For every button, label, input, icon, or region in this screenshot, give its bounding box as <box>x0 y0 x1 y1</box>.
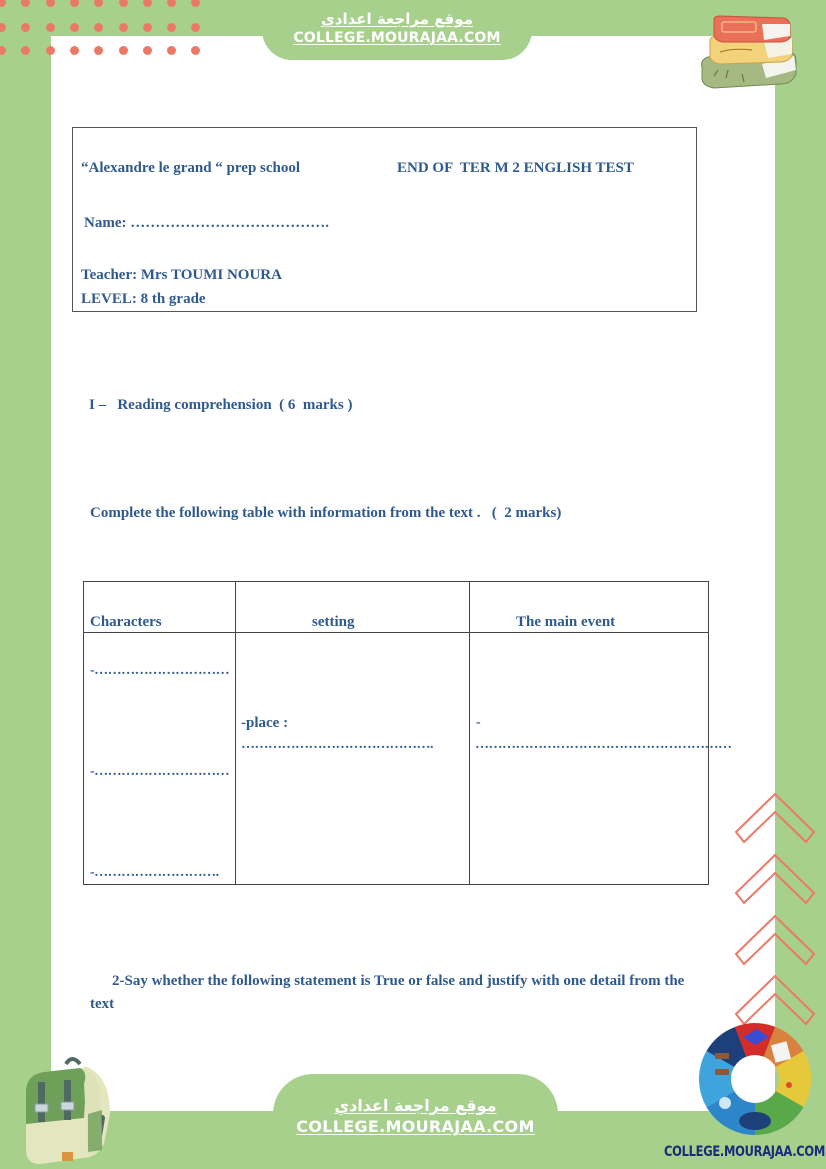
site-domain-link[interactable]: COLLEGE.MOURAJAA.COM <box>293 30 501 46</box>
main-event-answer-line[interactable]: ………………………………………………… <box>475 737 732 752</box>
question-text: 2-Say whether the following statement is True or false and justify with one detail from the text <box>90 973 685 1012</box>
backpack-icon <box>14 1054 114 1166</box>
site-badge-bottom[interactable] <box>273 1074 558 1169</box>
site-name-arabic: موقع مراجعة اعدادي <box>334 1096 497 1115</box>
setting-place-label: -place : <box>241 715 289 731</box>
question-true-false <box>90 970 700 1016</box>
site-badge-top[interactable] <box>262 0 532 60</box>
main-event-dash: - <box>476 715 481 730</box>
character-answer-line-3[interactable]: -………………………. <box>90 865 219 880</box>
section-heading-reading: I – Reading comprehension ( 6 marks ) <box>89 397 353 413</box>
test-header-box <box>72 127 697 312</box>
books-stack-icon <box>692 12 804 94</box>
student-name-field[interactable]: Name: …………………………………. <box>84 215 329 231</box>
school-name: “Alexandre le grand “ prep school <box>81 160 301 176</box>
column-header-setting: setting <box>236 582 470 633</box>
task-instruction: Complete the following table with information from the text . ( 2 marks) <box>90 505 562 521</box>
teacher-name: Teacher: Mrs TOUMI NOURA <box>81 267 282 283</box>
grade-level: LEVEL: 8 th grade <box>81 291 206 307</box>
character-answer-line-1[interactable]: -………………………… <box>90 663 230 678</box>
main-event-cell <box>470 633 732 885</box>
setting-cell <box>236 633 470 885</box>
story-elements-table <box>83 581 732 885</box>
column-header-main-event: The main event <box>470 582 709 633</box>
site-domain-link[interactable]: COLLEGE.MOURAJAA.COM <box>296 1117 535 1136</box>
table-row <box>84 633 709 885</box>
logo-caption: COLLEGE.MOURAJAA.COM <box>664 1142 826 1160</box>
table-header-row <box>84 582 709 633</box>
college-mourajaa-logo-icon[interactable] <box>694 1022 818 1142</box>
character-answer-line-2[interactable]: -………………………… <box>90 764 230 779</box>
decorative-chevrons-icon <box>734 792 818 1042</box>
characters-cell <box>84 633 236 885</box>
setting-answer-line[interactable]: ……………………………………. <box>241 737 433 752</box>
site-name-arabic: موقع مراجعة اعدادي <box>321 10 473 28</box>
column-header-characters: Characters <box>84 582 236 633</box>
test-title: END OF TER M 2 ENGLISH TEST <box>397 160 634 176</box>
